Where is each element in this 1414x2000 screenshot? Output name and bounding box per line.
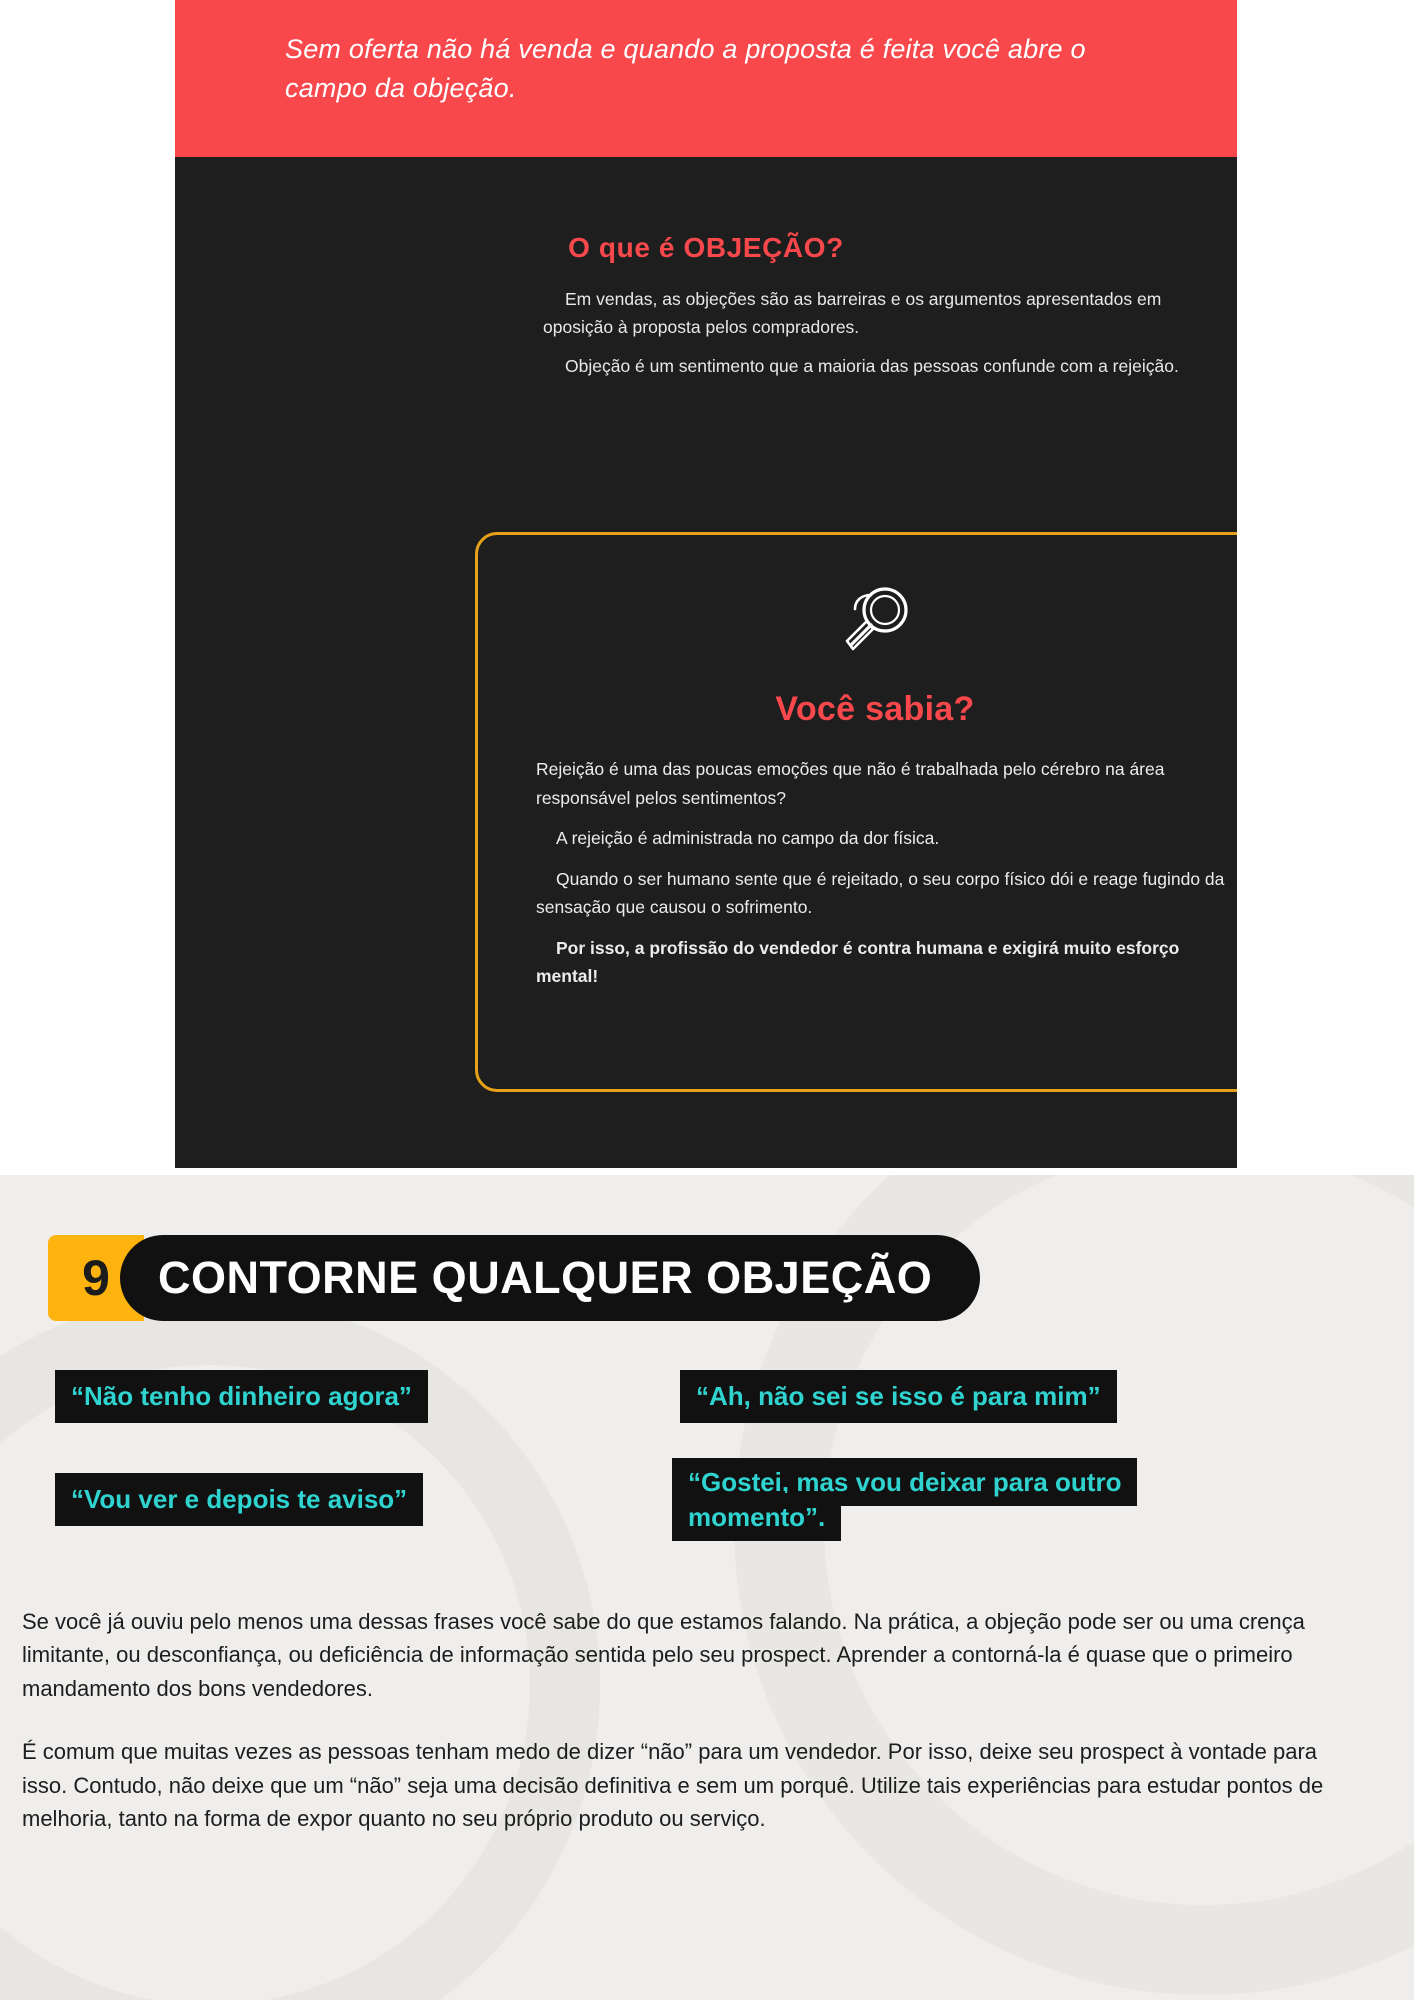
magnifier-icon (827, 575, 923, 676)
quote-item (680, 1370, 1117, 1423)
chapter-page (0, 1175, 1414, 2000)
chapter-header (48, 1235, 980, 1321)
quote-text: “Ah, não sei se isso é para mim” (680, 1370, 1117, 1423)
section-paragraph: Em vendas, as objeções são as barreiras e os argumentos apresentados em oposição à proposta pelos compradores. (543, 289, 1162, 338)
quote-text: “Não tenho dinheiro agora” (55, 1370, 428, 1423)
section-body (543, 285, 1203, 390)
quote-text: “Vou ver e depois te aviso” (55, 1473, 423, 1526)
quote-item (672, 1465, 1272, 1535)
body-paragraph: É comum que muitas vezes as pessoas tenham medo de dizer “não” para um vendedor. Por isso, deixe seu prospect à vontade para isso. Contudo, não deixe que um “não” seja uma decisão definitiva e sem um porquê. Utilize tais experiências para estudar pontos de melhoria, tanto na forma de expor quanto no seu próprio produto ou serviço. (22, 1739, 1324, 1832)
section-paragraph: Objeção é um sentimento que a maioria das pessoas confunde com a rejeição. (565, 355, 1179, 376)
callout-paragraph: Por isso, a profissão do vendedor é contra humana e exigirá muito esforço mental! (536, 937, 1180, 987)
callout-paragraph: A rejeição é administrada no campo da dor física. (556, 828, 940, 849)
quote-item (55, 1370, 428, 1423)
quote-text: “Gostei, mas vou deixar para outro momento”. (672, 1458, 1137, 1541)
callout-paragraph: Quando o ser humano sente que é rejeitado, o seu corpo físico dói e reage fugindo da sensação que causou o sofrimento. (536, 868, 1225, 918)
banner-text: Sem oferta não há venda e quando a proposta é feita você abre o campo da objeção. (285, 34, 1086, 104)
did-you-know-callout (475, 532, 1237, 1092)
quote-item (55, 1473, 423, 1526)
callout-paragraph: Rejeição é uma das poucas emoções que não é trabalhada pelo cérebro na área responsável pelos sentimentos? (536, 759, 1165, 808)
body-copy (22, 1605, 1362, 1866)
dark-slide (175, 0, 1237, 1168)
callout-title: Você sabia? (775, 690, 975, 728)
chapter-number: 9 (48, 1235, 144, 1321)
body-paragraph: Se você já ouviu pelo menos uma dessas frases você sabe do que estamos falando. Na prática, a objeção pode ser ou uma crença limitante, ou desconfiança, ou deficiência de informação sentida pelo seu prospect. Aprender a contorná-la é quase que o primeiro mandamento dos bons vendedores. (22, 1609, 1305, 1701)
section-title: O que é OBJEÇÃO? (568, 232, 844, 263)
chapter-title: CONTORNE QUALQUER OBJEÇÃO (120, 1235, 980, 1321)
callout-body (536, 755, 1226, 1003)
slide-banner (175, 0, 1237, 157)
